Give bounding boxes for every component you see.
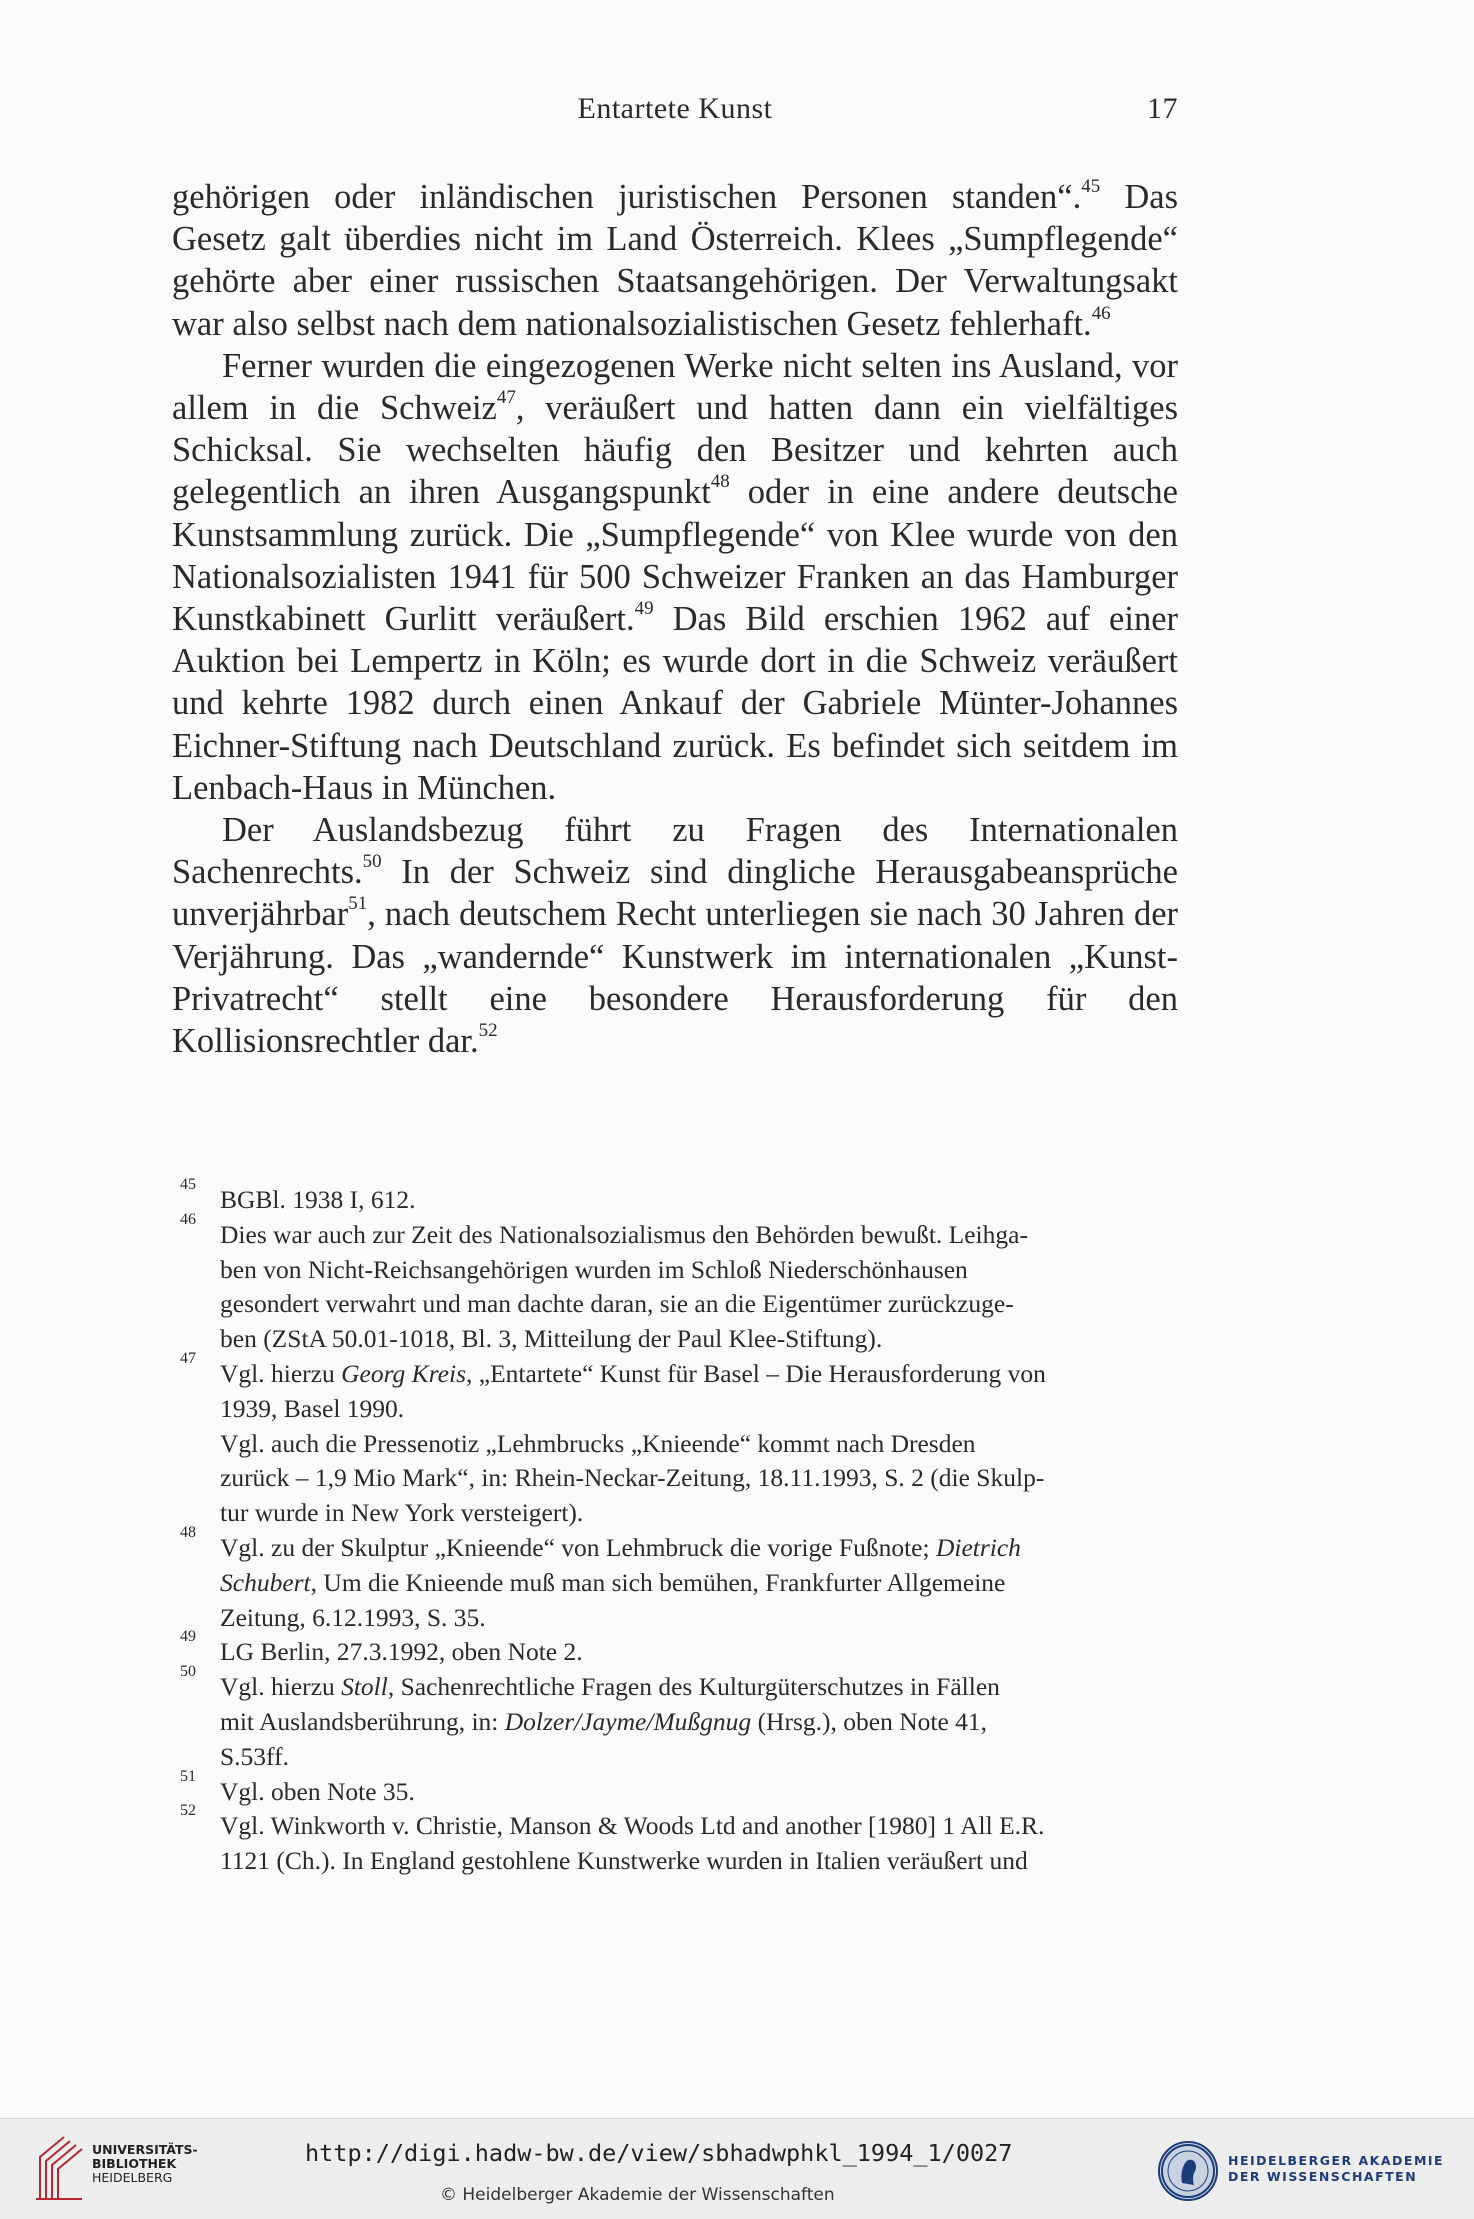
paragraph-1 (172, 176, 1178, 345)
academy-name-line: HEIDELBERGER AKADEMIE (1228, 2153, 1445, 2168)
text-run: oder in eine andere deutsche Kunstsammlung zurück. Die „Sumpflegende“ von Klee wurde von den Nationalsozialisten 1941 für 500 Schweizer Franken an das Hamburger Kunstkabinett Gurlitt veräußert. (172, 473, 1178, 639)
footnote-ref-52[interactable]: 52 (478, 1019, 498, 1041)
footnote-line (220, 1705, 1178, 1740)
footnote-line: Zeitung, 6.12.1993, S. 35. (220, 1602, 486, 1632)
author-name: Georg Kreis (341, 1358, 466, 1388)
footnote-line: 1939, Basel 1990. (220, 1393, 405, 1423)
viewer-footer-bar (0, 2118, 1474, 2219)
footnote-number: 45 (180, 1176, 196, 1193)
library-name (92, 2143, 198, 2185)
footnote-46 (172, 1210, 1178, 1357)
footnote-ref-50[interactable]: 50 (362, 851, 382, 873)
text-run: , Um die Knieende muß man sich bemühen, Frankfurter Allgemeine (310, 1567, 1006, 1597)
footnotes (172, 1176, 1178, 1879)
paragraph-3 (172, 809, 1178, 1062)
footnote-ref-47[interactable]: 47 (496, 386, 516, 408)
footnote-45 (172, 1176, 1178, 1218)
footnote-line: Dies war auch zur Zeit des Nationalsozialismus den Behörden bewußt. Leihga- (220, 1219, 1028, 1249)
text-run: , nach deutschem Recht unterliegen sie nach 30 Jahren der Verjährung. Das „wandernde“ Kunstwerk im internationalen „Kunst-Privatrecht“ stellt eine besondere Herausforderung für den Kollisionsrechtler dar. (172, 895, 1178, 1061)
footnote-number: 50 (180, 1663, 196, 1681)
permalink-url[interactable]: http://digi.hadw-bw.de/view/sbhadwphkl_1994_1/0027 (305, 2139, 1013, 2167)
footnote-line (220, 1357, 1178, 1392)
page-number: 17 (1147, 92, 1178, 125)
library-name-line: BIBLIOTHEK (92, 2156, 177, 2171)
academy-name-line: DER WISSENSCHAFTEN (1228, 2169, 1418, 2184)
footnote-ref-48[interactable]: 48 (710, 471, 730, 493)
footnote-ref-49[interactable]: 49 (634, 597, 654, 619)
footnote-line: S.53ff. (220, 1741, 289, 1771)
academy-seal-icon[interactable] (1158, 2141, 1218, 2201)
footnote-ref-46[interactable]: 46 (1091, 302, 1111, 324)
footnote-line: Vgl. auch die Pressenotiz „Lehmbrucks „Knieende“ kommt nach Dresden (220, 1428, 976, 1458)
footnote-number: 49 (180, 1628, 196, 1646)
library-name-line: UNIVERSITÄTS- (92, 2142, 198, 2157)
paragraph-2 (172, 345, 1178, 809)
footnote-line (220, 1566, 1178, 1601)
footnote-line: ben von Nicht-Reichsangehörigen wurden im Schloß Niederschönhausen (220, 1254, 968, 1284)
footnote-number: 51 (180, 1767, 196, 1785)
text-run: Vgl. zu der Skulptur „Knieende“ von Lehmbruck die vorige Fußnote; (220, 1532, 936, 1562)
library-name-line: HEIDELBERG (92, 2170, 173, 2185)
text-run: In der Schweiz sind dingliche Herausgabeansprüche unverjährbar (172, 853, 1178, 934)
text-run: Das Bild erschien 1962 auf einer Auktion bei Lempertz in Köln; es wurde dort in die Schweiz veräußert und kehrte 1982 durch einen Ankauf der Gabriele Münter-Johannes Eichner-Stiftung nach Deutschland zurück. Es befindet sich seitdem im Lenbach-Haus in München. (172, 600, 1178, 807)
footnote-line (220, 1670, 1178, 1705)
footnote-ref-45[interactable]: 45 (1081, 175, 1101, 197)
footnote-line: Vgl. Winkworth v. Christie, Manson & Woods Ltd and another [1980] 1 All E.R. (220, 1811, 1045, 1841)
text-run: Vgl. hierzu (220, 1358, 342, 1388)
author-name: Dolzer/Jayme/Mußgnug (504, 1706, 752, 1736)
footnote-line: LG Berlin, 27.3.1992, oben Note 2. (220, 1637, 583, 1667)
text-run: Das Gesetz galt überdies nicht im Land Österreich. Klees „Sumpflegende“ gehörte aber einer russischen Staatsangehörigen. Der Verwaltungsakt war also selbst nach dem nationalsozialistischen Gesetz fehlerhaft. (172, 178, 1179, 343)
footnote-line: BGBl. 1938 I, 612. (220, 1185, 416, 1214)
text-run: (Hrsg.), oben Note 41, (751, 1706, 988, 1736)
footnote-ref-51[interactable]: 51 (348, 893, 368, 915)
footnote-line (220, 1531, 1178, 1566)
footnote-number: 52 (180, 1802, 196, 1820)
footnote-50 (172, 1663, 1178, 1774)
footnote-48 (172, 1523, 1178, 1635)
footnote-number: 46 (180, 1210, 196, 1228)
footnote-line: tur wurde in New York versteigert). (220, 1498, 584, 1528)
university-library-logo-icon[interactable] (34, 2133, 84, 2203)
text-run: , veräußert und hatten dann ein vielfältiges Schicksal. Sie wechselten häufig den Besitzer und kehrten auch gelegentlich an ihren Ausgangspunkt (172, 389, 1178, 512)
text-run: mit Auslandsberührung, in: (220, 1706, 505, 1736)
footnote-line: Vgl. oben Note 35. (220, 1776, 415, 1806)
footnote-47 (172, 1349, 1178, 1531)
footnote-52 (172, 1802, 1178, 1879)
author-name: Schubert (220, 1567, 311, 1597)
text-run: Ferner wurden die eingezogenen Werke nicht selten ins Ausland, vor allem in die Schweiz (172, 346, 1178, 428)
footnote-line: zurück – 1,9 Mio Mark“, in: Rhein-Neckar-Zeitung, 18.11.1993, S. 2 (die Skulp- (220, 1463, 1045, 1493)
text-run: , „Entartete“ Kunst für Basel – Die Herausforderung von (466, 1358, 1046, 1388)
footnote-line: 1121 (Ch.). In England gestohlene Kunstwerke wurden in Italien veräußert und (220, 1846, 1028, 1876)
text-run: Vgl. hierzu (220, 1672, 342, 1702)
footnote-49 (172, 1628, 1178, 1670)
text-run: Der Auslandsbezug führt zu Fragen des Internationalen Sachenrechts. (172, 811, 1178, 892)
footnote-line: ben (ZStA 50.01-1018, Bl. 3, Mitteilung der Paul Klee-Stiftung). (220, 1324, 883, 1354)
footnote-line: gesondert verwahrt und man dachte daran, sie an die Eigentümer zurückzuge- (220, 1289, 1014, 1319)
footnote-number: 48 (180, 1523, 196, 1541)
running-head-title: Entartete Kunst (577, 92, 773, 125)
author-name: Stoll (341, 1672, 388, 1702)
footnote-number: 47 (180, 1349, 196, 1367)
academy-name (1228, 2153, 1444, 2185)
text-run: gehörigen oder inländischen juristischen Personen standen“. (172, 178, 1082, 216)
footnote-51 (172, 1767, 1178, 1810)
copyright-notice: © Heidelberger Akademie der Wissenschaften (440, 2185, 835, 2205)
text-run: , Sachenrechtliche Fragen des Kulturgüterschutzes in Fällen (387, 1672, 1000, 1702)
body-text (172, 176, 1178, 1062)
author-name: Dietrich (935, 1532, 1021, 1562)
